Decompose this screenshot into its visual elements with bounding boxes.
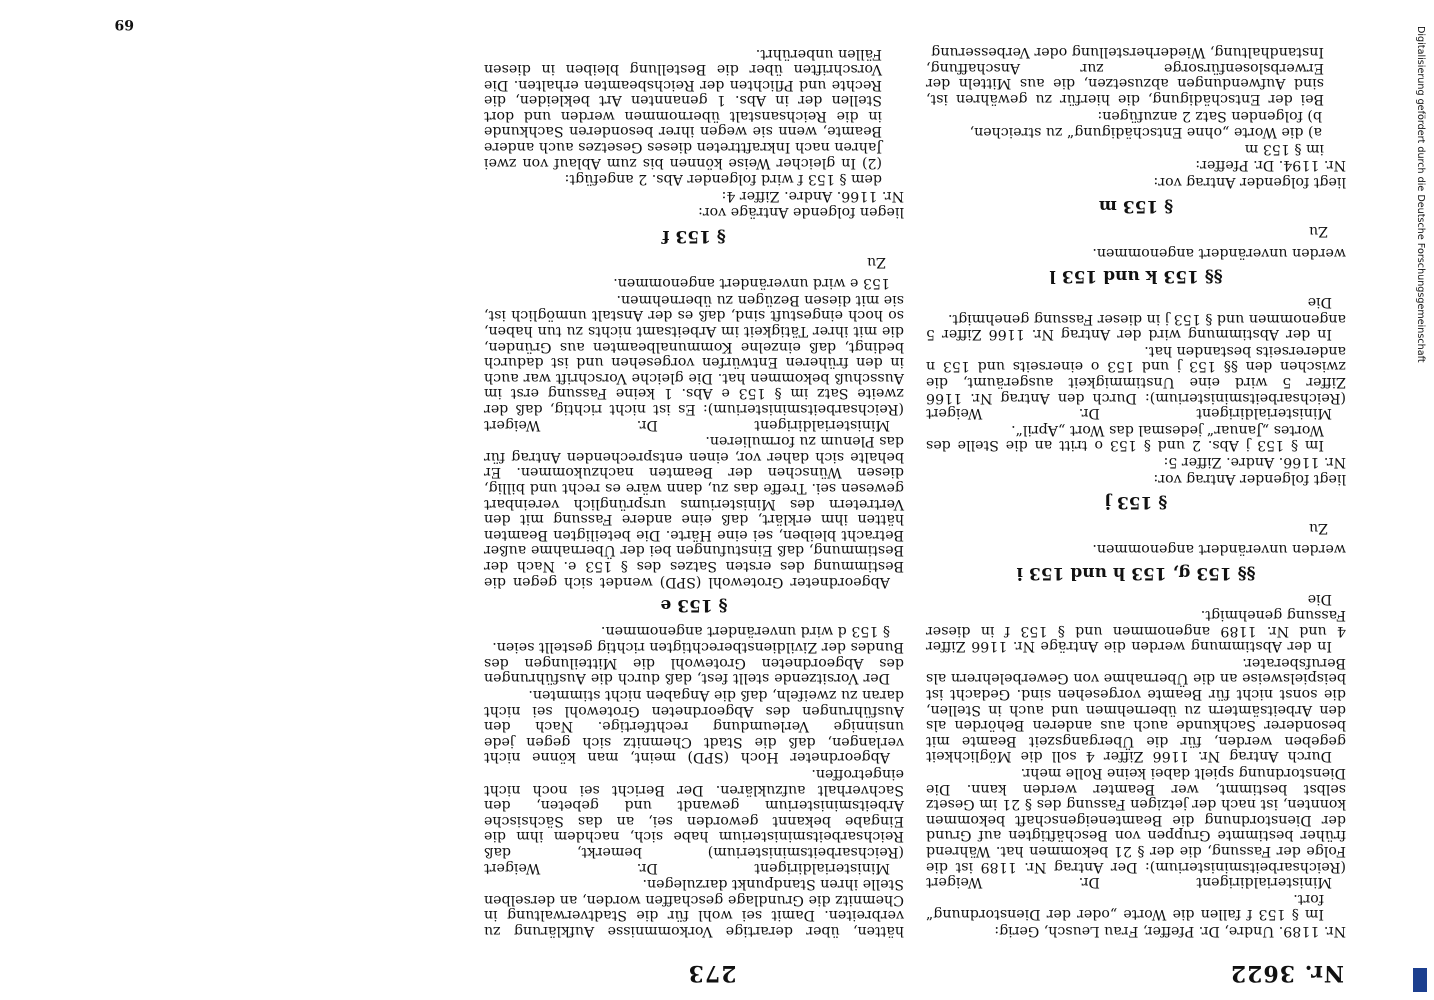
paragraph: In der Abstimmung wird der Antrag Nr. 1166 Ziffer 5 angenommen und § 153 j in dieser Fassung genehmigt. — [926, 310, 1346, 343]
motion-text: dem § 153 f wird folgender Abs. 2 angefügt: — [564, 171, 882, 188]
paragraph: Ministerialdirigent Dr. Weigert (Reichsarbeitsministerium) bemerkt, daß Reichsarbeitsministerium habe sich, nachdem ihm die Eingabe bekannt geworden sei, an das Sächsische Arbeitsministerium gewandt und gebeten, den Sachverhalt aufzuklären. Der Bericht sei noch nicht eingetroffen. — [484, 766, 904, 876]
motion-text: im § 153 m — [1244, 140, 1324, 157]
digitization-note: Digitalisierung gefördert durch die Deutsche Forschungsgemeinschaft — [1415, 26, 1426, 363]
motion-text: Bei der Entschädigung, die hierfür zu gewähren ist, sind Aufwendungen abzusetzen, die aus Mitteln der Erwerbslosenfürsorge zur Anschaffung, Instandhaltung, Wiederherstellung oder Verbesserung — [926, 44, 1324, 108]
paragraph: Nr. 1189. Undre, Dr. Pfeffer, Frau Leusch, Gerig: — [994, 923, 1346, 939]
motion-subitem: a) die Worte „ohne Entschädigung“ zu streichen, — [969, 124, 1322, 141]
section-intro: Zu — [1309, 519, 1328, 536]
paragraph: § 153 d wird unverändert angenommen. — [600, 622, 890, 639]
motion-text: (2) In gleicher Weise können bis zum Ablauf von zwei Jahren nach Inkrafttreten dieses Gesetzes auch andere Beamte, wenn sie wegen ihrer besonderen Sachkunde in die Reichsanstalt übernommen werden und dort Stellen der in Abs. 1 genannten Art bekleiden, die Rechte und Pflichten der Reichsbeamten erhalten. Die Vorschriften über die Bestellung bleiben in diesen Fällen unberührt. — [484, 45, 882, 171]
motion-subitem: b) folgenden Satz 2 anzufügen: — [1097, 107, 1322, 124]
sheet-mark: 69 — [114, 16, 134, 32]
section-heading: §§ 153 k und 153 l — [1049, 266, 1223, 287]
paragraph: liegen folgende Anträge vor: — [698, 204, 904, 221]
section-heading: § 153 f — [662, 226, 726, 247]
page-number: 273 — [687, 960, 737, 986]
paragraph: Die — [1307, 590, 1332, 607]
section-heading: § 153 j — [1104, 492, 1168, 513]
paragraph: 153 e wird unverändert angenommen. — [613, 275, 890, 292]
paragraph: Abgeordneter Hoch (SPD) meint, man könne nicht verlangen, daß die Stadt Chemnitz sich gegen jede unsinnige Verleumdung rechtfertige. Nach den Ausführungen des Abgeordneten Grotewohl sei nicht daran zu zweifeln, daß die Angaben nicht stimmten. — [484, 687, 904, 766]
paragraph: Nr. 1166. Andre. Ziffer 4: — [721, 187, 904, 204]
paragraph: Durch Antrag Nr. 1166 Ziffer 4 soll die Möglichkeit gegeben werden, für die Übergangszeit Beamte mit besonderer Sachkunde auch aus anderen Behörden als den Arbeitsämtern zu übernehmen und auch in Stellen, die sonst nicht für Beamte vorgesehen sind. Gedacht ist beispielsweise an die Übernahme von Gewerbelehrern als Berufsberater. — [926, 654, 1346, 765]
section-intro: Zu — [1309, 223, 1328, 240]
motion-text: Im § 153 f fallen die Worte „oder der Dienstordnung“ fort. — [926, 890, 1324, 923]
motion-text: Im § 153 j Abs. 2 und § 153 o tritt an die Stelle des Wortes „Januar“ jedesmal das Wort „April“. — [926, 421, 1324, 454]
paragraph: Abgeordneter Grotewohl (SPD) wendet sich gegen die Bestimmung des ersten Satzes des § 153 e. Nach der Bestimmung, daß Einstufungen bei der Übernahme außer Betracht bleiben, sei eine Härte. Die beteiligten Beamten hätten ihm erklärt, daß eine andere Fassung mit den Vertretern des Ministeriums ursprünglich vereinbart gewesen sei. Treffe das zu, dann wäre es recht und billig, diesen Wünschen der Beamten nachzukommen. Er behalte sich daher vor, einen entsprechenden Antrag für das Plenum zu formulieren. — [484, 433, 904, 590]
paragraph: Ministerialdirigent Dr. Weigert (Reichsarbeitsministerium): Durch den Antrag Nr. 1166 Ziffer 5 wird eine Unstimmigkeit ausgeräumt, die zwischen den §§ 153 j und 153 o einerseits und 153 n andererseits bestanden hat. — [926, 342, 1346, 422]
section-intro: Zu — [867, 253, 886, 270]
paragraph: liegt folgender Antrag vor: — [1153, 174, 1346, 191]
paragraph: hätten, über derartige Vorkommnisse Aufklärung zu verbreiten. Damit sei wohl für die Stadtverwaltung in Chemnitz die Grundlage geschaffen worden, an derselben Stelle ihren Standpunkt darzulegen. — [484, 876, 904, 939]
document-number: Nr. 3622 — [1229, 960, 1344, 986]
paragraph: Der Vorsitzende stellt fest, daß durch die Ausführungen des Abgeordneten Grotewohl die Mitteilungen des Bundes der Zivildienstberechtigten richtig gestellt seien. — [484, 639, 904, 687]
paragraph: werden unverändert angenommen. — [1092, 541, 1346, 558]
section-heading: §§ 153 g, 153 h und 153 i — [1016, 562, 1256, 583]
section-heading: § 153 e — [660, 595, 728, 616]
text-column-middle — [484, 44, 904, 938]
paragraph: Nr. 1166. Andre. Ziffer 5: — [1163, 453, 1346, 470]
paragraph: Die — [1307, 294, 1332, 311]
paragraph: liegt folgender Antrag vor: — [1153, 470, 1346, 487]
dfg-logo — [1413, 968, 1427, 992]
paragraph: Nr. 1194. Dr. Pfeffer: — [1195, 157, 1346, 174]
text-column-left — [926, 43, 1346, 938]
paragraph: werden unverändert angenommen. — [1092, 244, 1346, 261]
paragraph: In der Abstimmung werden die Anträge Nr. 1166 Ziffer 4 und Nr. 1189 angenommen und § 153 f in dieser Fassung genehmigt. — [926, 607, 1346, 655]
paragraph: Ministerialdirigent Dr. Weigert (Reichsarbeitsministerium): Der Antrag Nr. 1189 ist die Folge der Fassung, die der § 21 bekommen hat. Während früher bestimmte Gruppen von Beschäftigten auf Grund der Dienstordnung die Beamteneigenschaft bekommen konnten, ist nach der jetzigen Fassung des § 21 im Gesetz selbst bestimmt, wer Beamter werden kann. Die Dienstordnung spielt dabei keine Rolle mehr. — [926, 765, 1346, 891]
section-heading: § 153 m — [1098, 195, 1174, 216]
paragraph: Ministerialdirigent Dr. Weigert (Reichsarbeitsministerium): Es ist nicht richtig, daß der zweite Satz im § 153 e Abs. 1 keine Fassung erst im Ausschuß bekommen hat. Die gleiche Vorschrift war auch in den früheren Entwürfen vorgesehen und ist dadurch bedingt, daß einzelne Kommunalbeamten aus Gründen, die mit ihrer Tätigkeit im Arbeitsamt nichts zu tun haben, so hoch eingestuft sind, daß es der Anstalt unmöglich ist, sie mit diesen Bezügen zu übernehmen. — [484, 291, 904, 433]
